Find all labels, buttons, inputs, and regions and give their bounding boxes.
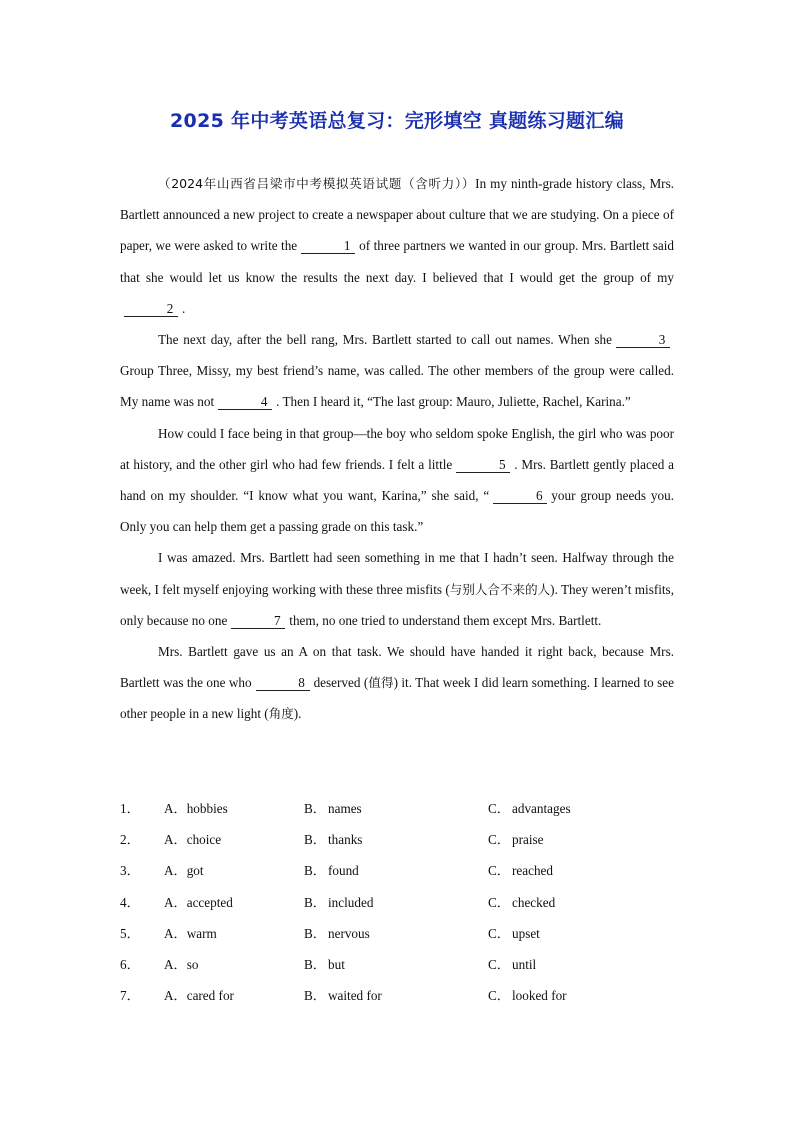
source-note: （2024年山西省吕梁市中考模拟英语试题（含听力）） xyxy=(158,176,476,191)
option-b[interactable]: names xyxy=(328,801,362,816)
blank-7[interactable]: 7 xyxy=(231,613,285,629)
option-b[interactable]: but xyxy=(328,956,345,972)
option-b[interactable]: included xyxy=(328,894,374,910)
option-b-letter: B． xyxy=(304,925,326,941)
paragraph-text: of three partners we wanted in our group. Mrs. Bartlett said that she would let us know the results the next day. I believed that I would get the group of my xyxy=(120,238,675,285)
chinese-gloss: 值得 xyxy=(368,675,394,691)
option-c[interactable]: until xyxy=(512,956,537,972)
chinese-gloss: 角度 xyxy=(268,706,294,722)
paragraph-text: . Then I heard it, “The last group: Mauro, Juliette, Rachel, Karina.” xyxy=(276,394,631,410)
paragraph-text: ). xyxy=(293,706,302,722)
option-row-2 xyxy=(120,824,674,855)
option-a[interactable]: A．hobbies xyxy=(164,801,228,816)
paragraph-text: The next day, after the bell rang, Mrs. Bartlett started to call out names. When she xyxy=(158,332,612,348)
option-b[interactable]: waited for xyxy=(328,988,382,1004)
blank-6[interactable]: 6 xyxy=(493,488,547,504)
option-c-letter: C． xyxy=(488,801,510,816)
blank-1[interactable]: 1 xyxy=(301,238,355,254)
option-row-6 xyxy=(120,949,674,980)
option-c-letter: C． xyxy=(488,832,510,848)
paragraph-1 xyxy=(120,168,674,324)
paragraph-text: In my ninth-grade history class, Mrs. Bartlett announced a new project to create a newspaper about culture that we are studying. On a piece of paper, we were asked to write the xyxy=(120,176,674,254)
page-title: 2025 年中考英语总复习：完形填空 真题练习题汇编 xyxy=(170,110,624,132)
option-c[interactable]: reached xyxy=(512,863,553,879)
option-c[interactable]: upset xyxy=(512,925,540,941)
paragraph-3 xyxy=(120,418,674,543)
blank-4[interactable]: 4 xyxy=(218,394,272,410)
option-b[interactable]: found xyxy=(328,863,359,879)
option-c[interactable]: looked for xyxy=(512,988,567,1004)
chinese-gloss: 与别人合不来的人 xyxy=(449,581,551,597)
option-b-letter: B． xyxy=(304,894,326,910)
option-c[interactable]: checked xyxy=(512,894,556,910)
paragraph-text: ). They weren’t misfits, only because no one xyxy=(120,581,674,628)
paragraph-5 xyxy=(120,636,674,730)
cloze-passage xyxy=(120,168,674,730)
option-row-5 xyxy=(120,918,674,949)
question-number: 6． xyxy=(120,956,140,972)
blank-2[interactable]: 2 xyxy=(124,301,178,317)
paragraph-2 xyxy=(120,324,674,418)
option-a[interactable]: A．accepted xyxy=(164,894,233,910)
option-a[interactable]: A．so xyxy=(164,956,199,972)
paragraph-text: Group Three, Missy, my best friend’s name, was called. The other members of the group were called. My name was not xyxy=(120,363,674,410)
question-number: 7． xyxy=(120,988,140,1004)
question-number: 5． xyxy=(120,925,140,941)
option-c[interactable]: praise xyxy=(512,832,544,848)
option-row-4 xyxy=(120,887,674,918)
blank-8[interactable]: 8 xyxy=(256,675,310,691)
option-c-letter: C． xyxy=(488,956,510,972)
option-b[interactable]: thanks xyxy=(328,832,363,848)
answer-options xyxy=(120,793,674,1011)
paragraph-text: your group needs you. Only you can help them get a passing grade on this task.” xyxy=(120,488,675,535)
paragraph-text: . Mrs. Bartlett gently placed a hand on my shoulder. “I know what you want, Karina,” she said, “ xyxy=(120,456,674,504)
paragraph-text: Mrs. Bartlett gave us an A on that task. We should have handed it right back, because Mrs. Bartlett was the one who xyxy=(120,644,674,691)
option-c-letter: C． xyxy=(488,894,510,910)
paragraph-text: ) it. That week I did learn something. I learned to see other people in a new light ( xyxy=(120,675,674,722)
paragraph-text: deserved ( xyxy=(313,675,369,691)
paragraph-text: How could I face being in that group—the boy who seldom spoke English, the girl who was poor at history, and the other girl who had few friends. I felt a little xyxy=(120,425,674,472)
option-b[interactable]: nervous xyxy=(328,925,370,941)
option-c[interactable]: advantages xyxy=(512,801,571,816)
option-a[interactable]: A．cared for xyxy=(164,988,234,1004)
question-number: 2． xyxy=(120,832,140,848)
option-a[interactable]: A．warm xyxy=(164,925,217,941)
paragraph-4 xyxy=(120,542,674,636)
question-number: 3． xyxy=(120,863,140,879)
option-c-letter: C． xyxy=(488,988,510,1004)
option-b-letter: B． xyxy=(304,988,326,1004)
question-number: 1． xyxy=(120,801,140,816)
blank-5[interactable]: 5 xyxy=(456,457,510,473)
option-b-letter: B． xyxy=(304,832,326,848)
option-a[interactable]: A．got xyxy=(164,863,204,879)
option-c-letter: C． xyxy=(488,863,510,879)
paragraph-text: . xyxy=(182,300,186,316)
option-b-letter: B． xyxy=(304,801,326,816)
option-a[interactable]: A．choice xyxy=(164,832,222,848)
option-row-3 xyxy=(120,855,674,886)
blank-3[interactable]: 3 xyxy=(616,332,670,348)
option-row-1 xyxy=(120,793,674,824)
option-b-letter: B． xyxy=(304,956,326,972)
option-row-7 xyxy=(120,980,674,1011)
option-c-letter: C． xyxy=(488,925,510,941)
paragraph-text: them, no one tried to understand them except Mrs. Bartlett. xyxy=(289,612,602,628)
question-number: 4． xyxy=(120,894,140,910)
option-b-letter: B． xyxy=(304,863,326,879)
paragraph-text: I was amazed. Mrs. Bartlett had seen something in me that I hadn’t seen. Halfway through the week, I felt myself enjoying working with these three misfits ( xyxy=(120,550,674,597)
